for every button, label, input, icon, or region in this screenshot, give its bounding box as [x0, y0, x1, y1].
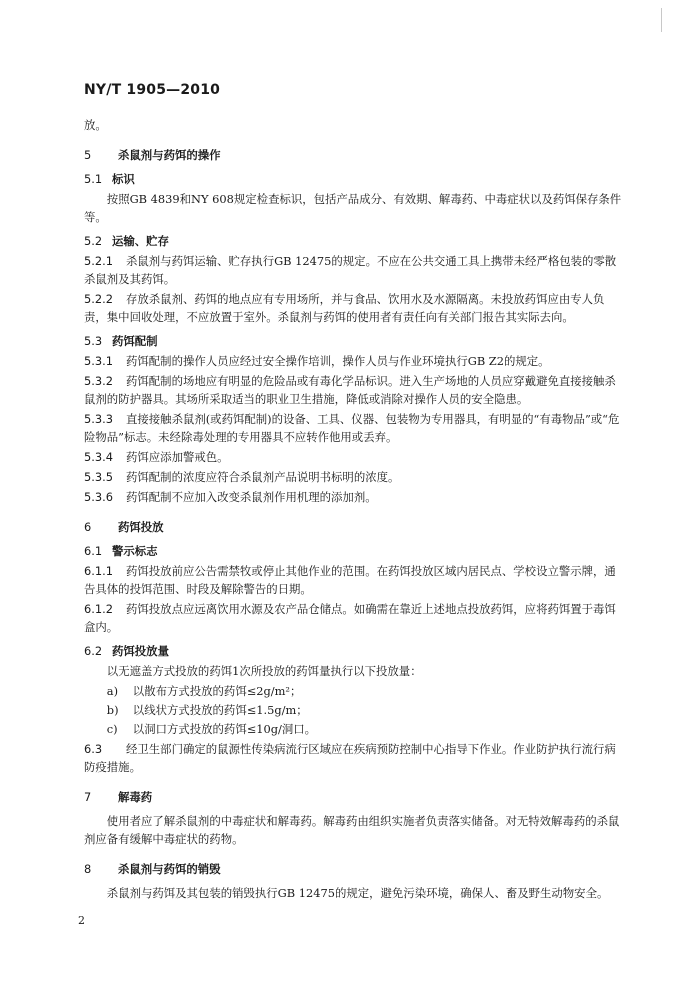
clause-number: 5.3.4 [84, 450, 113, 464]
clause-text: 药饵投放前应公告需禁牧或停止其他作业的范围。在药饵投放区域内居民点、学校设立警示牌，通告具体的投饵范围、时段及解除警告的日期。 [84, 564, 616, 596]
standard-code-header: NY/T 1905—2010 [84, 82, 221, 98]
clause [84, 468, 624, 486]
clause [84, 352, 624, 370]
document-body [84, 116, 624, 904]
subsection-title: 药饵投放量 [112, 644, 169, 658]
section-title: 杀鼠剂与药饵的操作 [118, 148, 221, 162]
subsection-title: 药饵配制 [112, 334, 158, 348]
section-heading [84, 146, 624, 164]
clause [84, 562, 624, 598]
section-number: 5 [84, 148, 92, 162]
subsection-number: 5.3 [84, 334, 103, 348]
subsection-heading [84, 170, 624, 188]
paragraph: 杀鼠剂与药饵及其包装的销毁执行GB 12475的规定，避免污染环境，确保人、畜及野生动物安全。 [106, 886, 609, 900]
subsection-heading [84, 642, 624, 660]
list-marker: a) [106, 684, 119, 698]
clause-text: 存放杀鼠剂、药饵的地点应有专用场所，并与食品、饮用水及水源隔离。未投放药饵应由专人负责，集中回收处理，不应放置于室外。杀鼠剂与药饵的使用者有责任向有关部门报告其实际去向。 [84, 292, 605, 324]
list-marker: c) [106, 722, 118, 736]
continuation-text: 放。 [84, 118, 107, 132]
clause [84, 290, 624, 326]
subsection-title: 运输、贮存 [112, 234, 169, 248]
section-title: 解毒药 [118, 790, 153, 804]
clause-number: 5.3.3 [84, 412, 113, 426]
section-number: 6 [84, 520, 92, 534]
clause [84, 372, 624, 408]
section-heading [84, 860, 624, 878]
section-heading [84, 518, 624, 536]
section-title: 药饵投放 [118, 520, 164, 534]
clause [84, 740, 624, 776]
section-heading [84, 788, 624, 806]
clause-text: 药饵配制的场地应有明显的危险品或有毒化学品标识。进入生产场地的人员应穿戴避免直接接触杀鼠剂的防护器具。其场所采取适当的职业卫生措施，降低或消除对操作人员的安全隐患。 [84, 374, 616, 406]
subsection-title: 标识 [112, 172, 135, 186]
clause [84, 252, 624, 288]
page-edge-mark [661, 8, 662, 32]
page-number: 2 [78, 914, 85, 927]
section-title: 杀鼠剂与药饵的销毁 [118, 862, 221, 876]
list-item [84, 720, 624, 738]
list-item-text: 以洞口方式投放的药饵≤10g/洞口。 [132, 722, 317, 736]
clause-number: 6.1.2 [84, 602, 113, 616]
subsection-heading [84, 232, 624, 250]
subsection-number: 5.2 [84, 234, 103, 248]
clause [84, 410, 624, 446]
subsection-number: 6.3 [84, 742, 103, 756]
list-marker: b) [106, 703, 119, 717]
subsection-title: 警示标志 [112, 544, 158, 558]
clause [84, 448, 624, 466]
clause-number: 5.2.2 [84, 292, 113, 306]
clause-number: 5.3.1 [84, 354, 113, 368]
clause-number: 5.2.1 [84, 254, 113, 268]
paragraph: 以无遮盖方式投放的药饵1次所投放的药饵量执行以下投放量： [106, 664, 422, 678]
section-number: 8 [84, 862, 92, 876]
clause-text: 杀鼠剂与药饵运输、贮存执行GB 12475的规定。不应在公共交通工具上携带未经严格包装的零散杀鼠剂及其药饵。 [84, 254, 617, 286]
clause-text: 经卫生部门确定的鼠源性传染病流行区域应在疾病预防控制中心指导下作业。作业防护执行流行病防疫措施。 [84, 742, 616, 774]
clause-text: 药饵配制的操作人员应经过安全操作培训，操作人员与作业环境执行GB Z2的规定。 [126, 354, 550, 368]
paragraph: 按照GB 4839和NY 608规定检查标识，包括产品成分、有效期、解毒药、中毒症状以及药饵保存条件等。 [84, 192, 622, 224]
list-item-text: 以线状方式投放的药饵≤1.5g/m； [132, 703, 308, 717]
clause-number: 5.3.2 [84, 374, 113, 388]
list-item-text: 以散布方式投放的药饵≤2g/m²； [132, 684, 302, 698]
clause-number: 6.1.1 [84, 564, 113, 578]
list-item [84, 682, 624, 700]
paragraph: 使用者应了解杀鼠剂的中毒症状和解毒药。解毒药由组织实施者负责落实储备。对无特效解毒药的杀鼠剂应备有缓解中毒症状的药物。 [84, 814, 620, 846]
clause-text: 药饵应添加警戒色。 [126, 450, 229, 464]
clause-text: 直接接触杀鼠剂(或药饵配制)的设备、工具、仪器、包装物为专用器具，有明显的“有毒物品”或“危险物品”标志。未经除毒处理的专用器具不应转作他用或丢弃。 [84, 412, 620, 444]
section-number: 7 [84, 790, 92, 804]
clause-number: 5.3.6 [84, 490, 113, 504]
clause-text: 药饵配制的浓度应符合杀鼠剂产品说明书标明的浓度。 [126, 470, 400, 484]
subsection-heading [84, 332, 624, 350]
subsection-number: 5.1 [84, 172, 103, 186]
list-item [84, 701, 624, 719]
clause-number: 5.3.5 [84, 470, 113, 484]
subsection-number: 6.2 [84, 644, 103, 658]
clause [84, 600, 624, 636]
subsection-heading [84, 542, 624, 560]
subsection-number: 6.1 [84, 544, 103, 558]
clause-text: 药饵投放点应远离饮用水源及农产品仓储点。如确需在靠近上述地点投放药饵，应将药饵置于毒饵盒内。 [84, 602, 616, 634]
clause-text: 药饵配制不应加入改变杀鼠剂作用机理的添加剂。 [126, 490, 377, 504]
clause [84, 488, 624, 506]
